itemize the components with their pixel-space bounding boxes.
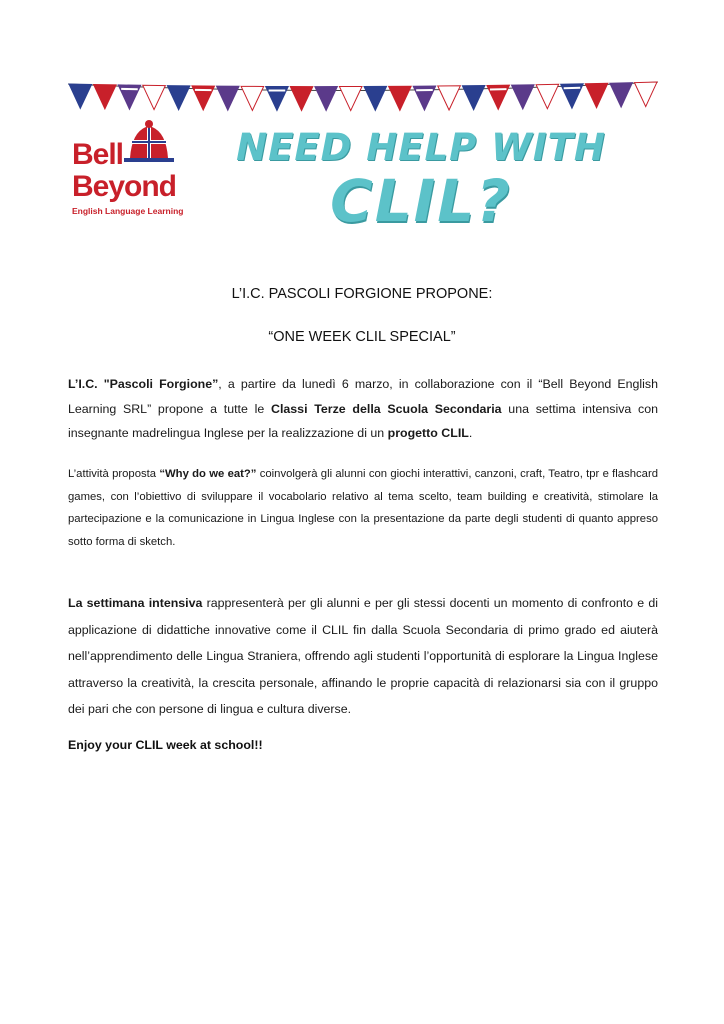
- intro-text-1: , a partire da lunedì 6 marzo, in collaborazione con il “Bell Beyond English Learning SRL” propone a tutte le: [68, 377, 658, 416]
- bunting-flag: [536, 84, 559, 108]
- activity-title: “Why do we eat?”: [159, 468, 257, 480]
- bunting-flag: [585, 83, 608, 108]
- bunting-flag: [290, 87, 313, 111]
- intro-classes: Classi Terze della Scuola Secondaria: [271, 401, 502, 416]
- logo-beyond-text: Beyond: [72, 170, 177, 203]
- paragraph-intro: [68, 372, 658, 446]
- document-subtitle: “ONE WEEK CLIL SPECIAL”: [268, 329, 456, 345]
- bunting-stripe: [637, 86, 654, 87]
- closing-line: Enjoy your CLIL week at school!!: [68, 738, 263, 752]
- intro-project: progetto CLIL: [387, 426, 469, 440]
- header-banner: [68, 78, 658, 238]
- intro-school-name: L’I.C. "Pascoli Forgione”: [68, 377, 219, 391]
- document-title: L’I.C. PASCOLI FORGIONE PROPONE:: [231, 286, 493, 302]
- bell-beyond-logo: [72, 118, 184, 238]
- bunting-flag: [610, 83, 633, 108]
- week-text: rappresenterà per gli alunni e per gli stessi docenti un momento di confronto e di applicazione di didattiche innovative come il CLIL fin dalla Scuola Secondaria di primo grado ed aiuterà nell’apprendimento delle Lingua Straniera, offrendo agli studenti l’opportunità di esplorare la Lingua Inglese attraverso la creatività, la crescita personale, affinando le proprie capacità di relazionarsi sia con il gruppo dei pari che con persone di lingua e cultura diverse.: [68, 596, 658, 716]
- bunting-flag: [364, 86, 387, 110]
- bunting-flag: [438, 86, 461, 110]
- bunting-flag: [143, 85, 166, 109]
- bunting-flag: [217, 86, 240, 110]
- bunting-flag: [462, 85, 485, 109]
- bunting-flag: [94, 84, 117, 108]
- bunting-flag: [315, 87, 338, 111]
- intro-text-3: .: [468, 426, 473, 440]
- logo-bell-text: Bell: [72, 138, 124, 171]
- week-lead: La settimana intensiva: [68, 596, 203, 610]
- headline-line2: CLIL?: [330, 167, 512, 235]
- logo-tagline: English Language Learning: [72, 206, 184, 216]
- paragraph-activity: [68, 463, 658, 553]
- bell-icon: [118, 118, 180, 164]
- banner-headline: [186, 120, 656, 238]
- headline-line1: NEED HELP WITH: [236, 126, 606, 169]
- paragraph-week: [68, 590, 658, 723]
- bunting-flag: [69, 84, 92, 108]
- activity-text-2: coinvolgerà gli alunni con giochi interattivi, canzoni, craft, Teatro, tpr e flashcard games, con l’obiettivo di sviluppare il vocabolario relativo al tema scelto, team building e creatività, stimolare la partecipazione e la comunicazione in Lingua Inglese con la presentazione da parte degli studenti di quanto appreso sotto forma di sketch.: [68, 468, 658, 548]
- bunting-flag: [241, 86, 264, 110]
- activity-text-1: L’attività proposta: [68, 468, 160, 480]
- bunting-flag: [512, 85, 535, 109]
- bunting-flag: [167, 86, 190, 110]
- bunting-flag: [389, 86, 412, 110]
- intro-text-2: una settima intensiva con insegnante madrelingua Inglese per la realizzazione di un: [68, 401, 658, 440]
